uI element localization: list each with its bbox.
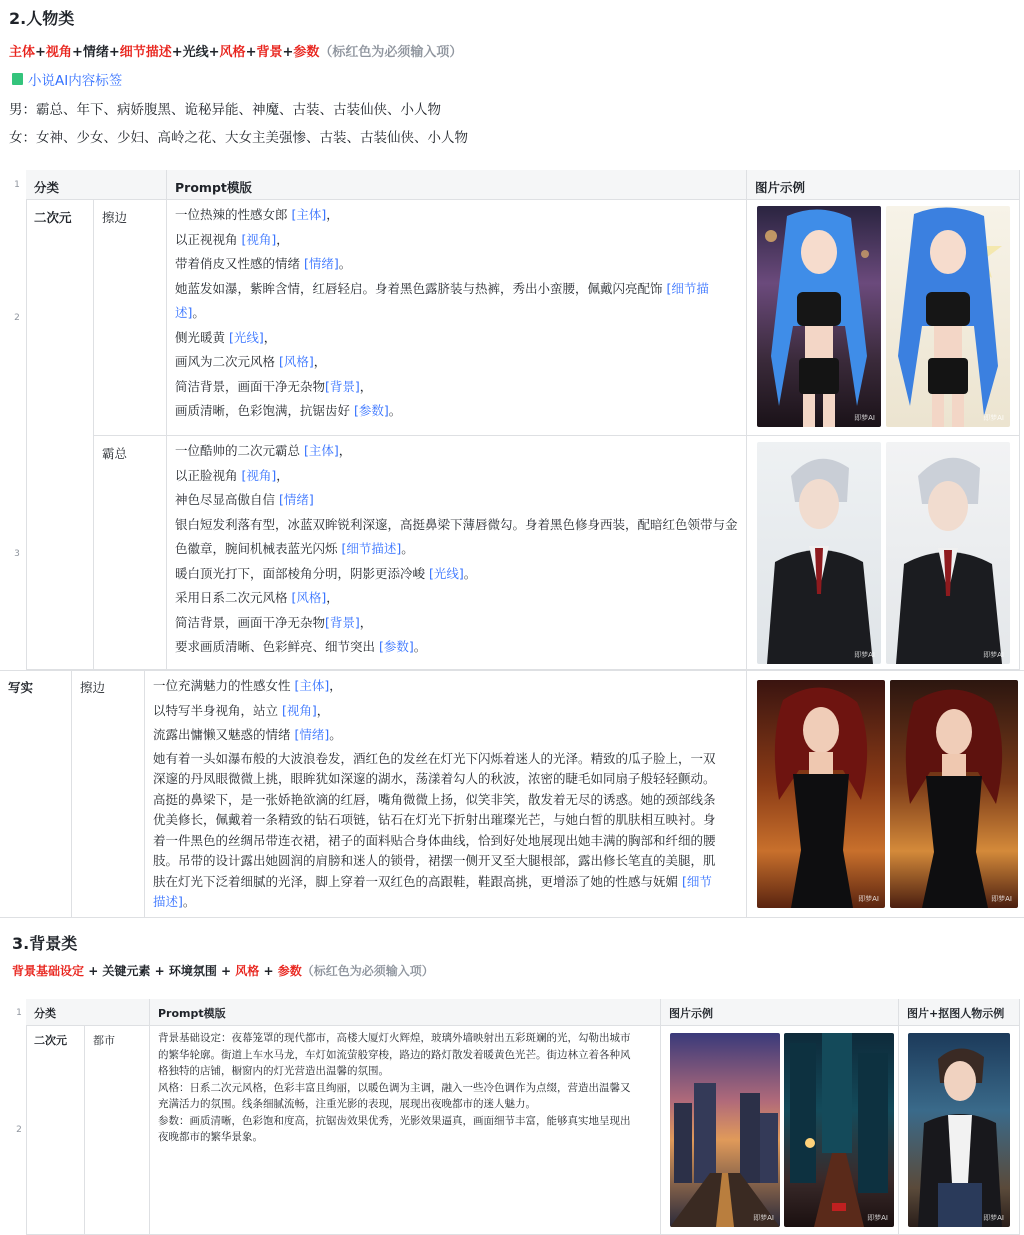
prompt-text: 采用日系二次元风格 bbox=[175, 590, 292, 605]
prompt-text: ， bbox=[326, 207, 339, 222]
prompt-line: 夜晚都市的繁华景象。 bbox=[158, 1131, 263, 1143]
paragraph-line: 她有着一头如瀑布般的大波浪卷发，酒红色的发丝在灯光下闪烁着迷人的光泽。精致的瓜子脸上，一双 bbox=[153, 750, 716, 766]
watermark: 即梦AI bbox=[983, 651, 1004, 659]
formula-part: 背景 bbox=[256, 45, 283, 60]
category-realistic: 写实 bbox=[0, 670, 72, 918]
watermark: 即梦AI bbox=[854, 414, 875, 422]
paragraph-line: 肢。吊带的设计露出她圆润的肩膀和迷人的锁骨，裙摆一侧开叉至大腿根部，露出修长笔直的美腿，肌 bbox=[153, 853, 716, 868]
prompt-line: 的繁华轮廓。街道上车水马龙，车灯如流萤般穿梭，路边的路灯散发着暖黄色光芒。街边林立着各种风 bbox=[158, 1048, 631, 1061]
prompt-line bbox=[175, 635, 738, 660]
watermark: 即梦AI bbox=[991, 895, 1012, 903]
prompt-tag-link[interactable]: [光线] bbox=[228, 329, 264, 345]
prompt-text: 。 bbox=[329, 727, 342, 742]
prompt-tag-link[interactable]: [情绪] bbox=[294, 727, 330, 742]
prompt-text: 流露出慵懒又魅惑的情绪 bbox=[153, 727, 295, 742]
header-images-with-character: 图片+抠图人物示例 bbox=[899, 999, 1020, 1026]
example-image-anime-boss-1 bbox=[757, 442, 881, 664]
prompt-line: 背景基础设定：夜幕笼罩的现代都市，高楼大厦灯火辉煌，玻璃外墙映射出五彩斑斓的光，勾勒出城市 bbox=[158, 1032, 631, 1044]
prompt-style bbox=[158, 1080, 652, 1113]
prompt-text: 她蓝发如瀑，紫眸含情，红唇轻启。身着黑色露脐装与热裤，秀出小蛮腰，佩戴闪亮配饰 bbox=[175, 280, 667, 296]
formula-part: 主体 bbox=[9, 45, 36, 60]
prompt-tag-link[interactable]: [细节描述] bbox=[341, 541, 402, 556]
header-category: 分类 bbox=[26, 999, 150, 1026]
prompt-line bbox=[175, 488, 738, 513]
image-cell-realistic bbox=[747, 670, 1024, 918]
formula-part: + bbox=[259, 964, 278, 978]
prompt-line bbox=[175, 562, 738, 587]
formula-part: 细节描述 bbox=[119, 45, 172, 60]
subcategory-boss: 霸总 bbox=[94, 436, 167, 670]
prompt-text: 画质清晰，色彩饱满，抗锯齿好 bbox=[175, 403, 354, 418]
prompt-line bbox=[175, 375, 738, 400]
example-image-anime-girl-1 bbox=[757, 206, 881, 427]
header-category: 分类 bbox=[26, 170, 167, 200]
prompt-text: 一位充满魅力的性感女性 bbox=[153, 678, 295, 693]
example-image-city-1 bbox=[670, 1033, 780, 1227]
formula-part: 参数 bbox=[293, 45, 320, 60]
watermark: 即梦AI bbox=[983, 1214, 1004, 1222]
prompt-line bbox=[175, 252, 738, 277]
image-cell-city-character bbox=[899, 1026, 1020, 1235]
prompt-line bbox=[175, 586, 738, 611]
prompt-line bbox=[153, 723, 738, 748]
prompt-detail-paragraph bbox=[153, 749, 738, 913]
header-prompt: Prompt模版 bbox=[167, 170, 747, 200]
prompt-text: ， bbox=[313, 354, 327, 369]
row-number: 1 bbox=[16, 1008, 22, 1018]
paragraph-line: 肤在灯光下泛着细腻的光泽，脚上穿着一双红色的高跟鞋，鞋跟高挑，更增添了她的性感与妩媚 [细节 bbox=[153, 873, 712, 889]
example-image-city-character bbox=[908, 1033, 1010, 1227]
prompt-tag-link[interactable]: 描述] bbox=[153, 894, 183, 909]
row-number: 3 bbox=[14, 549, 20, 559]
category-anime: 二次元 bbox=[26, 1026, 85, 1235]
image-cell-anime-boss bbox=[747, 436, 1020, 670]
prompt-background-setting bbox=[158, 1030, 652, 1080]
subcategory-realistic-edge: 擦边 bbox=[72, 670, 145, 918]
prompt-text: 银白短发利落有型，冰蓝双眸锐利深邃，高挺鼻梁下薄唇微勾。身着黑色修身西装，配暗红色领带与金 bbox=[175, 516, 738, 532]
watermark: 即梦AI bbox=[983, 414, 1004, 422]
prompt-text: 。 bbox=[388, 403, 402, 418]
paragraph-line: 高挺的鼻梁下，是一张娇艳欲滴的红唇，嘴角微微上扬，似笑非笑，散发着无尽的诱惑。她的颈部线条 bbox=[153, 791, 716, 807]
prompt-text: 。 bbox=[338, 256, 352, 271]
prompt-line bbox=[175, 228, 738, 253]
example-image-anime-girl-2 bbox=[886, 206, 1010, 427]
formula-part: + bbox=[282, 45, 294, 60]
prompt-text: 侧光暖黄 bbox=[175, 329, 229, 345]
prompt-text: ， bbox=[276, 467, 289, 483]
prompt-text: 。 bbox=[401, 541, 414, 556]
tag-link[interactable] bbox=[12, 69, 122, 89]
paragraph-line: 描述]。 bbox=[153, 894, 196, 909]
formula-part: +光线+ bbox=[171, 45, 220, 60]
image-cell-anime-edge bbox=[747, 200, 1020, 436]
watermark: 即梦AI bbox=[854, 651, 875, 659]
prompt-lines bbox=[175, 439, 738, 660]
prompt-text: 一位酷帅的二次元霸总 bbox=[175, 443, 304, 458]
prompt-text: 一位热辣的性感女郎 bbox=[175, 207, 292, 222]
prompt-text: 以正脸视角 bbox=[175, 467, 242, 483]
prompt-line: 充满活力的氛围。线条细腻流畅，注重光影的表现，展现出夜晚都市的迷人魅力。 bbox=[158, 1098, 536, 1110]
formula-part: + bbox=[245, 45, 257, 60]
prompt-tag-link[interactable]: [情绪] bbox=[278, 492, 314, 507]
prompt-tag-link[interactable]: [风格] bbox=[278, 354, 314, 369]
prompt-formula bbox=[9, 41, 462, 60]
prompt-city bbox=[150, 1026, 661, 1235]
prompt-line: 参数：画质清晰，色彩饱和度高，抗锯齿效果优秀，光影效果逼真，画面细节丰富，能够真实地呈现出 bbox=[158, 1114, 631, 1127]
header-images: 图片示例 bbox=[747, 170, 1020, 200]
prompt-text: ， bbox=[359, 378, 373, 394]
prompt-tag-link[interactable]: [参数] bbox=[378, 639, 414, 654]
male-tags: 男：霸总、年下、病娇腹黑、诡秘异能、神魔、古装、古装仙侠、小人物 bbox=[9, 102, 441, 118]
prompt-text: 色徽章，腕间机械表蓝光闪烁 bbox=[175, 541, 342, 556]
prompt-text: 。 bbox=[413, 639, 427, 654]
prompt-text: 。 bbox=[463, 565, 477, 581]
example-image-anime-boss-2 bbox=[886, 442, 1010, 664]
example-image-realistic-1 bbox=[757, 680, 885, 908]
prompt-tag-link[interactable]: [背景] bbox=[325, 614, 360, 630]
prompt-text: 以特写半身视角，站立 bbox=[153, 702, 282, 718]
formula-part: 参数 bbox=[277, 964, 302, 978]
tag-label: 小说AI内容标签 bbox=[28, 73, 123, 89]
prompt-text: 带着俏皮又性感的情绪 bbox=[175, 256, 304, 271]
example-image-city-2 bbox=[784, 1033, 894, 1227]
prompt-text: ， bbox=[316, 702, 330, 718]
prompt-tag-link[interactable]: [情绪] bbox=[303, 256, 339, 271]
prompt-text: ， bbox=[263, 329, 277, 345]
section-title-backgrounds: 3.背景类 bbox=[12, 934, 78, 953]
prompt-line bbox=[153, 674, 738, 699]
formula-part: + 关键元素 + 环境氛围 + bbox=[84, 964, 236, 978]
prompt-tag-link[interactable]: [背景] bbox=[325, 378, 360, 394]
formula-part: （标红色为必须输入项） bbox=[319, 45, 463, 60]
prompt-line bbox=[175, 464, 738, 489]
prompt-line: 风格：日系二次元风格，色彩丰富且绚丽，以暖色调为主调，融入一些冷色调作为点缀，营造出温馨又 bbox=[158, 1081, 631, 1094]
example-image-realistic-2 bbox=[890, 680, 1018, 908]
prompt-line bbox=[175, 399, 738, 424]
prompt-text: ， bbox=[326, 590, 339, 605]
prompt-line bbox=[175, 277, 738, 326]
prompt-line bbox=[175, 611, 738, 636]
prompt-lines bbox=[153, 674, 738, 748]
prompt-tag-link[interactable]: [主体] bbox=[303, 443, 339, 458]
prompt-params bbox=[158, 1113, 652, 1146]
prompt-text: 画风为二次元风格 bbox=[175, 354, 279, 369]
background-formula bbox=[12, 962, 434, 979]
prompt-line: 格独特的店铺，橱窗内的灯光营造出温馨的氛围。 bbox=[158, 1065, 389, 1077]
header-prompt: Prompt模版 bbox=[150, 999, 661, 1026]
subcategory-edge: 擦边 bbox=[94, 200, 167, 436]
prompt-line bbox=[175, 537, 738, 562]
subcategory-city: 都市 bbox=[85, 1026, 150, 1235]
prompt-text: 暖白顶光打下，面部棱角分明，阴影更添冷峻 bbox=[175, 565, 429, 581]
prompt-anime-boss bbox=[167, 436, 747, 670]
formula-part: 视角 bbox=[45, 45, 72, 60]
prompt-text: 。 bbox=[192, 305, 205, 320]
watermark: 即梦AI bbox=[867, 1214, 888, 1222]
prompt-text: 神色尽显高傲自信 bbox=[175, 492, 279, 507]
prompt-tag-link[interactable]: [视角] bbox=[241, 467, 277, 483]
prompt-line bbox=[175, 326, 738, 351]
prompt-anime-edge bbox=[167, 200, 747, 436]
formula-part: + bbox=[35, 45, 46, 60]
prompt-text: ， bbox=[338, 443, 352, 458]
watermark: 即梦AI bbox=[753, 1214, 774, 1222]
prompt-text: ， bbox=[329, 678, 342, 693]
prompt-text: ， bbox=[359, 614, 373, 630]
formula-part: +情绪+ bbox=[71, 45, 120, 60]
paragraph-line: 优美修长，佩戴着一条精致的钻石项链，钻石在灯光下折射出璀璨光芒，与她白皙的肌肤相互映衬。身 bbox=[153, 812, 716, 827]
prompt-text: 简洁背景，画面干净无杂物 bbox=[175, 614, 326, 630]
prompt-tag-link[interactable]: [视角] bbox=[281, 702, 317, 718]
prompt-tag-link[interactable]: [细节描述] bbox=[175, 280, 709, 320]
prompt-tag-link[interactable]: [参数] bbox=[353, 403, 389, 418]
formula-part: 风格 bbox=[219, 45, 246, 60]
prompt-text: 以正视视角 bbox=[175, 231, 242, 247]
prompt-tag-link[interactable]: [主体] bbox=[291, 207, 327, 222]
tag-square-icon bbox=[12, 73, 23, 85]
prompt-line bbox=[175, 439, 738, 464]
formula-part: 背景基础设定 bbox=[12, 964, 85, 978]
prompt-text: 简洁背景，画面干净无杂物 bbox=[175, 378, 326, 394]
formula-part: 风格 bbox=[235, 964, 260, 978]
image-cell-city bbox=[661, 1026, 899, 1235]
watermark: 即梦AI bbox=[858, 895, 879, 903]
row-number: 2 bbox=[14, 313, 20, 323]
row-number: 2 bbox=[16, 1125, 22, 1135]
prompt-lines bbox=[175, 203, 738, 424]
section-title-characters: 2.人物类 bbox=[9, 9, 75, 28]
row-number: 1 bbox=[14, 180, 20, 190]
category-anime: 二次元 bbox=[26, 200, 94, 670]
prompt-text: ， bbox=[276, 231, 289, 247]
prompt-line bbox=[175, 350, 738, 375]
prompt-tag-link[interactable]: [风格] bbox=[291, 590, 327, 605]
header-images: 图片示例 bbox=[661, 999, 899, 1026]
prompt-realistic-edge bbox=[145, 670, 747, 918]
prompt-tag-link[interactable]: [主体] bbox=[294, 678, 330, 693]
female-tags: 女：女神、少女、少妇、高岭之花、大女主美强惨、古装、古装仙侠、小人物 bbox=[9, 130, 468, 146]
formula-part: （标红色为必须输入项） bbox=[301, 964, 434, 978]
prompt-text: 要求画质清晰、色彩鲜亮、细节突出 bbox=[175, 639, 379, 654]
prompt-tag-link[interactable]: [细节 bbox=[681, 873, 712, 889]
paragraph-line: 深邃的丹凤眼微微上挑，眼眸犹如深邃的湖水，荡漾着勾人的秋波，浓密的睫毛如同扇子般轻轻颤动。 bbox=[153, 771, 716, 786]
prompt-tag-link[interactable]: [光线] bbox=[428, 565, 464, 581]
prompt-tag-link[interactable]: [视角] bbox=[241, 231, 277, 247]
prompt-line bbox=[153, 699, 738, 724]
paragraph-line: 着一件黑色的丝绸吊带连衣裙，裙子的面料贴合身体曲线，恰到好处地展现出她丰满的胸部和纤细的腰 bbox=[153, 832, 716, 848]
prompt-line bbox=[175, 203, 738, 228]
prompt-line bbox=[175, 513, 738, 538]
